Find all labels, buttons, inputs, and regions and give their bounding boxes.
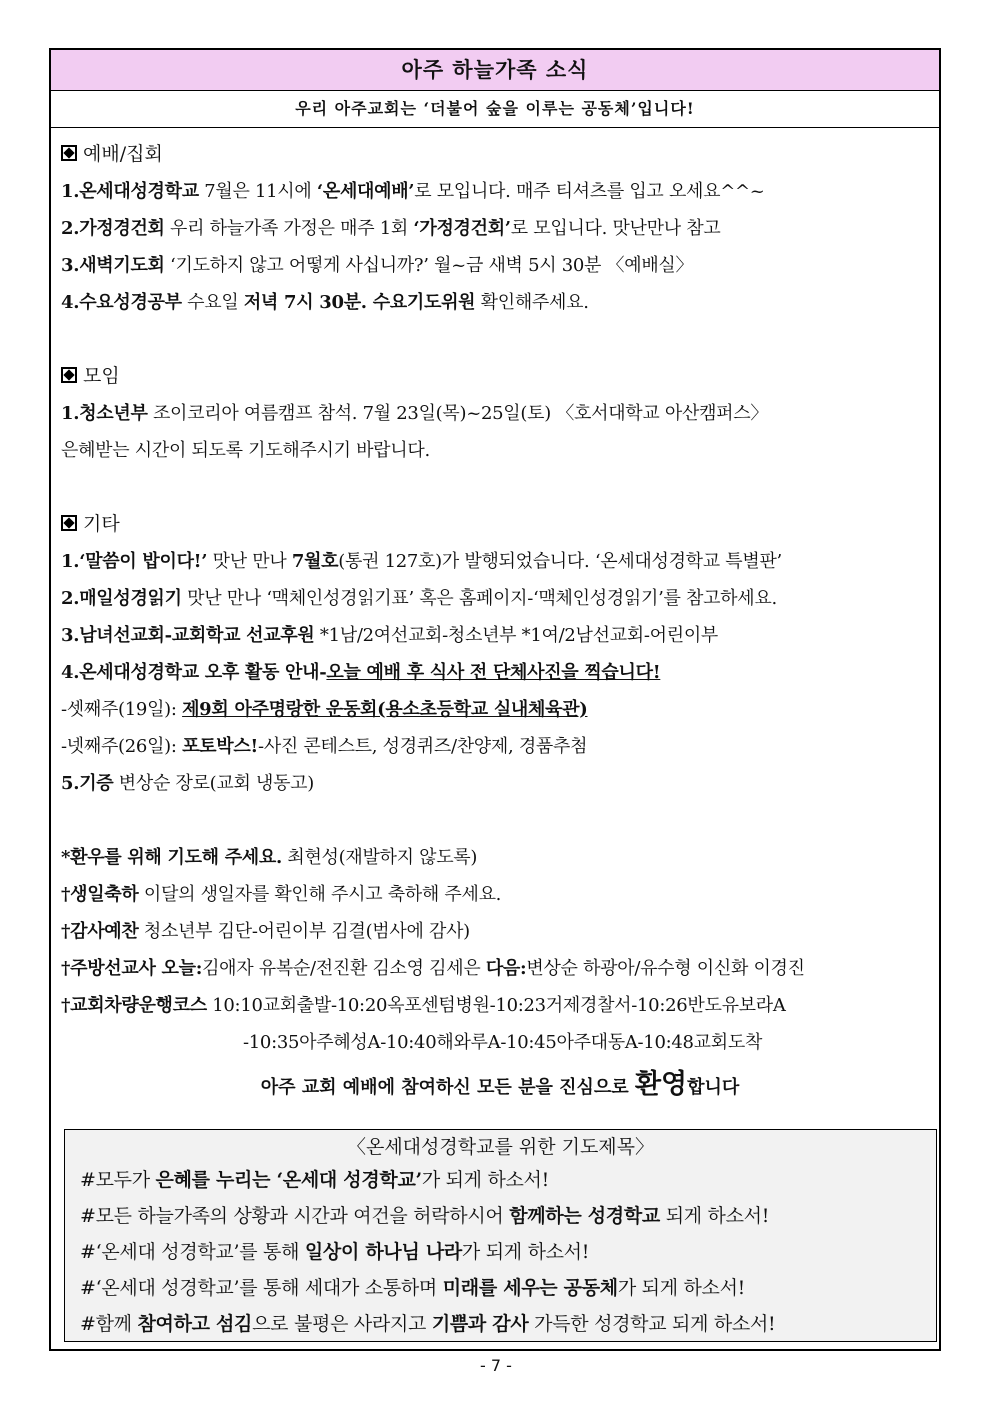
- newsletter-frame: [49, 48, 941, 1351]
- section-misc-heading: 기타: [61, 506, 939, 543]
- prayer-topics-box: [64, 1129, 937, 1342]
- note-birthday: †생일축하 이달의 생일자를 확인해 주시고 축하해 주세요.: [61, 884, 502, 905]
- welcome-message: 아주 교회 예배에 참여하신 모든 분을 진심으로 환영합니다: [260, 1069, 740, 1100]
- news-content: [51, 128, 939, 1108]
- section-meeting-heading: 모임: [61, 358, 939, 395]
- worship-item-2: 2.가정경건회 우리 하늘가족 가정은 매주 1회 ‘가정경건회’로 모입니다. 맛난만나 참고: [61, 218, 721, 239]
- prayer-item: #모든 하늘가족의 상황과 시간과 여건을 허락하시어 함께하는 성경학교 되게 하소서!: [80, 1205, 770, 1227]
- note-bus-course: †교회차량운행코스 10:10교회출발-10:20옥포센텀병원-10:23거제경찰서-10:26반도유보라A: [61, 995, 786, 1016]
- prayer-item: #함께 참여하고 섬김으로 불평은 사라지고 기쁨과 감사 가득한 성경학교 되게 하소서!: [80, 1313, 776, 1335]
- worship-item-3: 3.새벽기도회 ‘기도하지 않고 어떻게 사십니까?’ 월~금 새벽 5시 30분 〈예배실〉: [61, 255, 694, 276]
- misc-item-5: 5.기증 변상순 장로(교회 냉동고): [61, 773, 314, 794]
- page-subtitle: 우리 아주교회는 ‘더불어 숲을 이루는 공동체’입니다!: [51, 91, 939, 128]
- misc-item-3: 3.남녀선교회-교회학교 선교후원 *1남/2여선교회-청소년부 *1여/2남선교회-어린이부: [61, 625, 719, 646]
- misc-item-4: 4.온세대성경학교 오후 활동 안내-오늘 예배 후 식사 전 단체사진을 찍습니다!: [61, 662, 661, 683]
- diamond-box-icon: [61, 145, 77, 161]
- misc-item-2: 2.매일성경읽기 맛난 만나 ‘맥체인성경읽기표’ 혹은 홈페이지-‘맥체인성경읽기’를 참고하세요.: [61, 588, 777, 609]
- section-worship-heading: 예배/집회: [61, 136, 939, 173]
- note-kitchen: †주방선교사 오늘:김애자 유복순/전진환 김소영 김세은 다음:변상순 하광아/유수형 이신화 이경진: [61, 958, 805, 979]
- prayer-item: #‘온세대 성경학교’를 통해 일상이 하나님 나라가 되게 하소서!: [80, 1241, 590, 1263]
- meeting-item-1-line2: 은혜받는 시간이 되도록 기도해주시기 바랍니다.: [61, 440, 430, 461]
- misc-item-1: 1.‘말씀이 밥이다!’ 맛난 만나 7월호(통권 127호)가 발행되었습니다. ‘온세대성경학교 특별판’: [61, 551, 782, 572]
- prayer-item: #‘온세대 성경학교’를 통해 세대가 소통하며 미래를 세우는 공동체가 되게 하소서!: [80, 1277, 745, 1299]
- worship-item-1: 1.온세대성경학교 7월은 11시에 ‘온세대예배’로 모입니다. 매주 티셔츠를 입고 오세요^^~: [61, 181, 765, 202]
- prayer-title: 〈온세대성경학교를 위한 기도제목〉: [346, 1136, 655, 1158]
- note-bus-course-line2: -10:35아주혜성A-10:40해와루A-10:45아주대동A-10:48교회도착: [243, 1032, 763, 1053]
- diamond-box-icon: [61, 515, 77, 531]
- misc-week3: -셋째주(19일): 제9회 아주명랑한 운동회(용소초등학교 실내체육관): [61, 699, 588, 720]
- meeting-item-1: 1.청소년부 조이코리아 여름캠프 참석. 7월 23일(목)~25일(토) 〈호서대학교 아산캠퍼스〉: [61, 403, 769, 424]
- misc-week4: -넷째주(26일): 포토박스!-사진 콘테스트, 성경퀴즈/찬양제, 경품추첨: [61, 736, 588, 757]
- page-title: 아주 하늘가족 소식: [51, 50, 939, 91]
- diamond-box-icon: [61, 367, 77, 383]
- note-thanks: †감사예찬 청소년부 김단-어린이부 김결(범사에 감사): [61, 921, 470, 942]
- page-number: - 7 -: [480, 1356, 512, 1375]
- worship-item-4: 4.수요성경공부 수요일 저녁 7시 30분. 수요기도위원 확인해주세요.: [61, 292, 589, 313]
- prayer-item: #모두가 은혜를 누리는 ‘온세대 성경학교’가 되게 하소서!: [80, 1169, 549, 1191]
- note-prayer-patients: *환우를 위해 기도해 주세요. 최현성(재발하지 않도록): [61, 847, 478, 868]
